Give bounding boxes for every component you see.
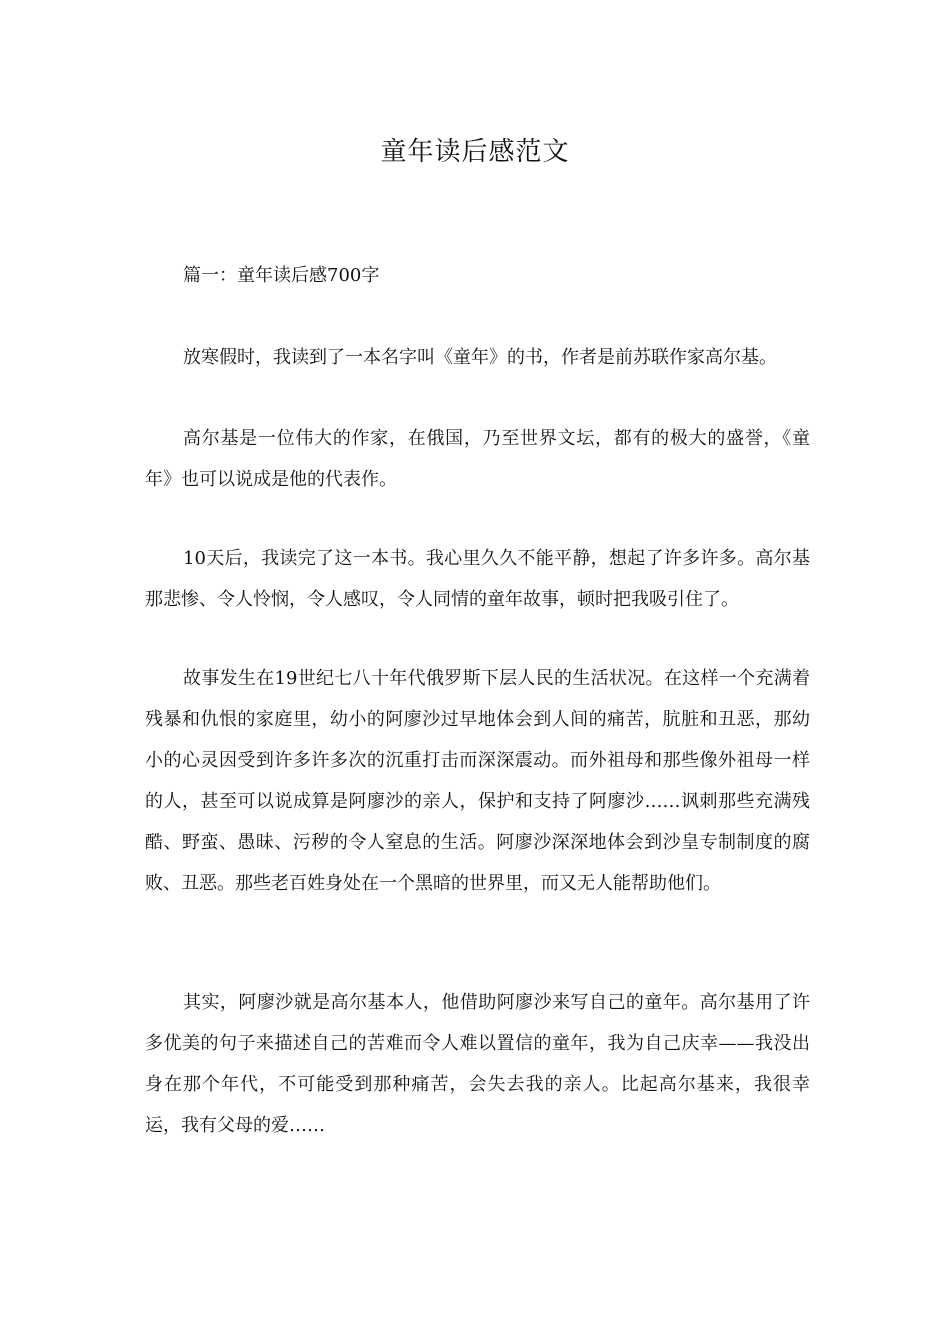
- paragraph: 故事发生在19世纪七八十年代俄罗斯下层人民的生活状况。在这样一个充满着残暴和仇恨的家庭里，幼小的阿廖沙过早地体会到人间的痛苦，肮脏和丑恶，那幼小的心灵因受到许多许多次的沉重打击而深深震动。而外祖母和那些像外祖母一样的人，甚至可以说成算是阿廖沙的亲人，保护和支持了阿廖沙……讽刺那些充满残酷、野蛮、愚昧、污秽的令人窒息的生活。阿廖沙深深地体会到沙皇专制制度的腐败、丑恶。那些老百姓身处在一个黑暗的世界里，而又无人能帮助他们。: [145, 668, 810, 894]
- section-heading: 篇一：童年读后感700字: [183, 265, 380, 286]
- document-title: 童年读后感范文: [380, 137, 570, 167]
- paragraph: 放寒假时，我读到了一本名字叫《童年》的书，作者是前苏联作家高尔基。: [183, 347, 777, 368]
- paragraph: 10天后，我读完了这一本书。我心里久久不能平静，想起了许多许多。高尔基那悲惨、令人怜悯，令人感叹，令人同情的童年故事，顿时把我吸引住了。: [145, 548, 810, 610]
- paragraph: 高尔基是一位伟大的作家，在俄国，乃至世界文坛，都有的极大的盛誉，《童年》也可以说成是他的代表作。: [145, 428, 810, 490]
- paragraph: 其实，阿廖沙就是高尔基本人，他借助阿廖沙来写自己的童年。高尔基用了许多优美的句子来描述自己的苦难而令人难以置信的童年，我为自己庆幸——我没出身在那个年代，不可能受到那种痛苦，会失去我的亲人。比起高尔基来，我很幸运，我有父母的爱……: [145, 992, 810, 1136]
